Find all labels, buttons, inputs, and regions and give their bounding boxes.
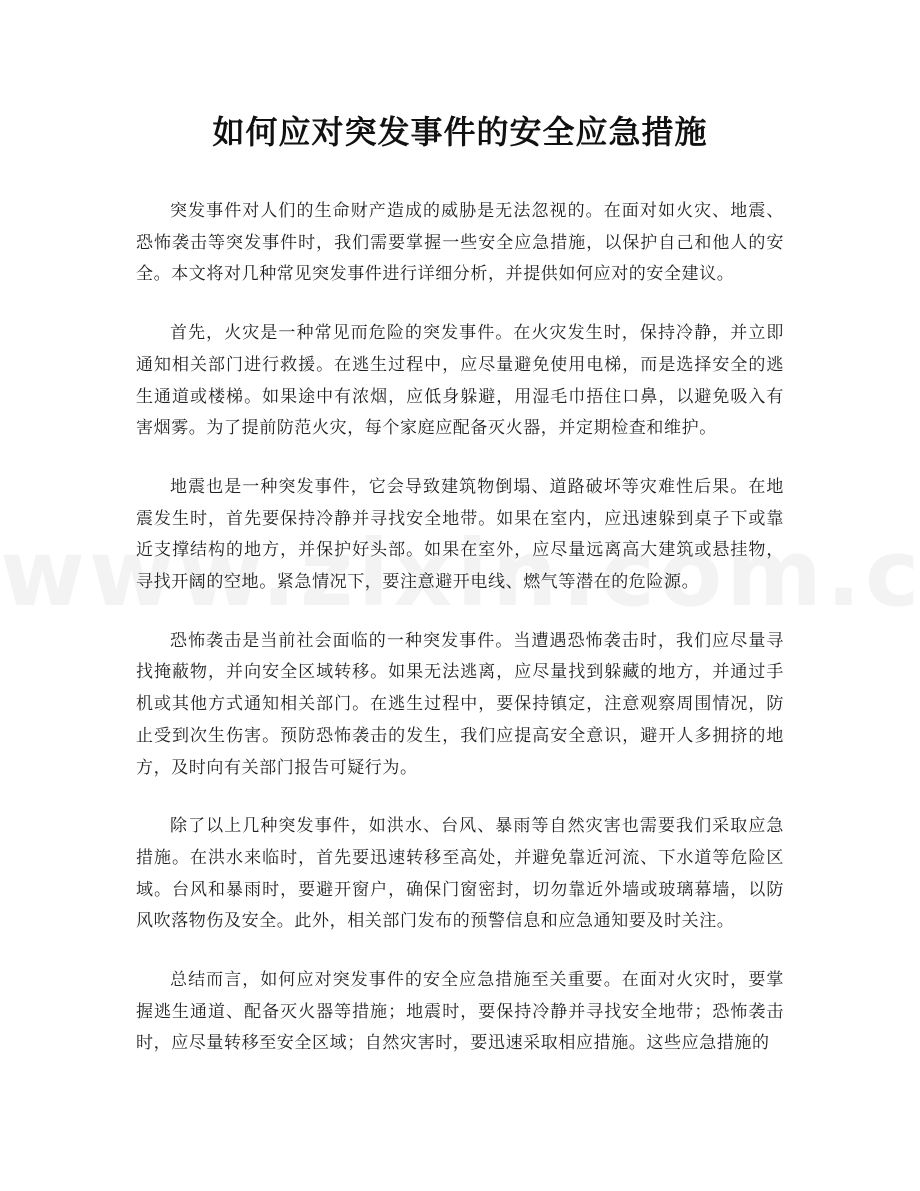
document-title: 如何应对突发事件的安全应急措施 — [212, 113, 708, 151]
paragraph-intro: 突发事件对人们的生命财产造成的威胁是无法忽视的。在面对如火灾、地震、恐怖袭击等突发事件时，我们需要掌握一些安全应急措施，以保护自己和他人的安全。本文将对几种常见突发事件进行详细分析，并提供如何应对的安全建议。 — [136, 201, 784, 285]
paragraph-fire: 首先，火灾是一种常见而危险的突发事件。在火灾发生时，保持冷静，并立即通知相关部门进行救援。在逃生过程中，应尽量避免使用电梯，而是选择安全的逃生通道或楼梯。如果途中有浓烟，应低身躲避，用湿毛巾捂住口鼻，以避免吸入有害烟雾。为了提前防范火灾，每个家庭应配备灭火器，并定期检查和维护。 — [136, 323, 784, 439]
document-body — [136, 196, 784, 1060]
paragraph-summary: 总结而言，如何应对突发事件的安全应急措施至关重要。在面对火灾时，要掌握逃生通道、配备灭火器等措施；地震时，要保持冷静并寻找安全地带；恐怖袭击时，应尽量转移至安全区域；自然灾害时，要迅速采取相应措施。这些应急措施的 — [136, 970, 784, 1054]
paragraph-earthquake: 地震也是一种突发事件，它会导致建筑物倒塌、道路破坏等灾难性后果。在地震发生时，首先要保持冷静并寻找安全地带。如果在室内，应迅速躲到桌子下或靠近支撑结构的地方，并保护好头部。如果在室外，应尽量远离高大建筑或悬挂物，寻找开阔的空地。紧急情况下，要注意避开电线、燃气等潜在的危险源。 — [136, 476, 784, 593]
paragraph-natural-disaster: 除了以上几种突发事件，如洪水、台风、暴雨等自然灾害也需要我们采取应急措施。在洪水来临时，首先要迅速转移至高处，并避免靠近河流、下水道等危险区域。台风和暴雨时，要避开窗户，确保门窗密封，切勿靠近外墙或玻璃幕墙，以防风吹落物伤及安全。此外，相关部门发布的预警信息和应急通知要及时关注。 — [136, 816, 784, 932]
paragraph-terror-attack: 恐怖袭击是当前社会面临的一种突发事件。当遭遇恐怖袭击时，我们应尽量寻找掩蔽物，并向安全区域转移。如果无法逃离，应尽量找到躲藏的地方，并通过手机或其他方式通知相关部门。在逃生过程中，要保持镇定，注意观察周围情况，防止受到次生伤害。预防恐怖袭击的发生，我们应提高安全意识，避开人多拥挤的地方，及时向有关部门报告可疑行为。 — [136, 630, 784, 778]
